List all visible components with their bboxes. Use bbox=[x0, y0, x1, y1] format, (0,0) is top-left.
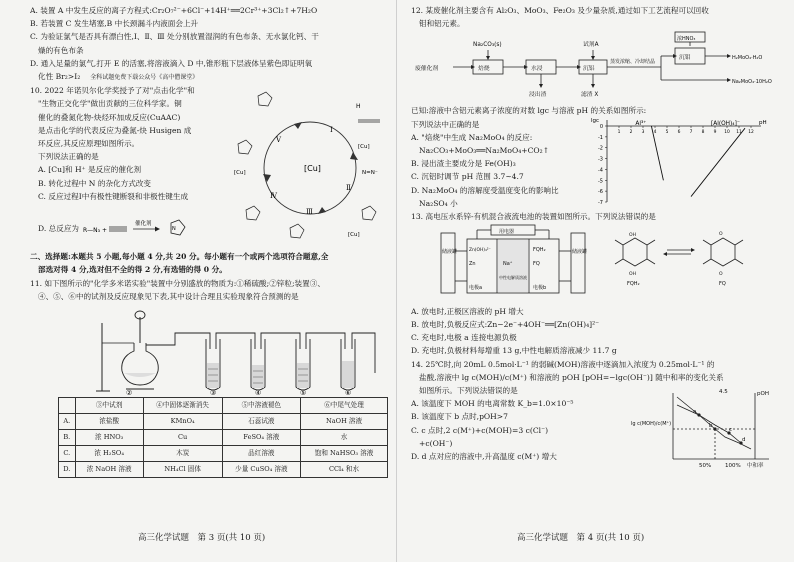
flow-reagent-hno3: 浓HNO₃ bbox=[677, 36, 696, 43]
watermark-note: 全科试题免费下载公众号《高中僧课堂》 bbox=[90, 74, 199, 82]
step-5-label: Ⅴ bbox=[276, 136, 282, 145]
svg-text:H: H bbox=[356, 103, 361, 111]
table-header-row bbox=[59, 398, 388, 414]
flow-product-1: H₂MoO₄·H₂O bbox=[732, 55, 763, 62]
q10-question: 下列说法正确的是 bbox=[38, 152, 99, 162]
right-page-footer: 高三化学试题 第 4 页(共 10 页) bbox=[517, 533, 645, 543]
table-cell: Cu bbox=[143, 430, 222, 446]
x-tick-label: 10 bbox=[724, 129, 730, 135]
table-cell: FeSO₄ 溶液 bbox=[222, 430, 300, 446]
fq-structure-label: FQ bbox=[719, 280, 726, 287]
q14-option-a: A. 该温度下 MOH 的电离常数 K_b=1.0×10⁻⁵ bbox=[411, 399, 574, 409]
flow-step-precip-mo: 沉钼 bbox=[679, 55, 691, 62]
step-4-label: Ⅳ bbox=[270, 192, 277, 201]
flow-reagent-a: 试剂A bbox=[583, 42, 599, 49]
q14-option-c2: +c(OH⁻) bbox=[419, 438, 453, 448]
table-row bbox=[59, 446, 388, 462]
q14-stem-1: 14. 25℃时,向 20mL 0.5mol·L⁻¹ 的弱碱(MOH)溶液中逐滴加入浓度为 0.25mol·L⁻¹ 的 bbox=[411, 359, 715, 369]
series-label: Al³⁺ bbox=[635, 120, 647, 127]
x-tick-label: 4 bbox=[653, 129, 657, 135]
point-d: d bbox=[742, 437, 746, 444]
flow-filter-x: 滤渣 X bbox=[581, 92, 599, 99]
x-tick-label: 11 bbox=[736, 129, 742, 135]
cu-label-left: [Cu] bbox=[234, 170, 246, 177]
question-14 bbox=[411, 358, 780, 470]
svg-text:N=N⁻: N=N⁻ bbox=[362, 170, 378, 177]
table-cell: 品红溶液 bbox=[222, 446, 300, 462]
table-header: ⑥中尾气处理 bbox=[301, 398, 388, 414]
q12-option-a2: Na₂CO₃+MoO₃══Na₂MoO₄+CO₂↑ bbox=[419, 146, 550, 156]
q9-option-c-line1: C. 为验证氯气是否具有漂白性,Ⅰ、Ⅱ、Ⅲ 处分别放置湿润的有色布条、无水氯化钙、干 bbox=[30, 32, 319, 42]
q13-stem: 13. 高电压水系锌-有机混合液流电池的装置如图所示。下列说法错误的是 bbox=[411, 211, 656, 221]
table-cell: B. bbox=[59, 430, 76, 446]
apparatus-label-4: ④ bbox=[255, 389, 262, 396]
table-cell: 木炭 bbox=[143, 446, 222, 462]
table-cell: NH₄Cl 固体 bbox=[143, 462, 222, 478]
q9-option-b: B. 若装置 C 发生堵塞,B 中长颈漏斗内液面会上升 bbox=[30, 19, 199, 29]
section-2-header bbox=[30, 250, 385, 276]
point-c: c bbox=[729, 427, 733, 434]
table-header: ④中固体逐渐消失 bbox=[143, 398, 222, 414]
q14-stem-3: 如图所示。下列说法错误的是 bbox=[419, 386, 518, 396]
q11-stem-2: ④、⑤、⑥中的试剂及反应现象见下表,其中设计合理且实验现象符合预测的是 bbox=[38, 291, 299, 301]
flow-step-evap: 蒸发浓缩、冷却结晶 bbox=[610, 59, 656, 66]
q10-option-c: C. 反应过程Ⅰ中有极性键断裂和非极性键生成 bbox=[38, 191, 189, 201]
svg-text:OH: OH bbox=[629, 271, 637, 277]
q14-option-d: D. d 点对应的溶液中,升高温度 c(M⁺) 增大 bbox=[411, 452, 557, 462]
zn-label: Zn bbox=[469, 260, 476, 267]
q9-option-d-line2: 化性 Br₂>I₂ bbox=[38, 72, 81, 82]
zincate-label: Zn(OH)₄²⁻ bbox=[469, 247, 491, 253]
q12-stem-1: 12. 某废催化剂主要含有 Al₂O₃、MoO₃、Fe₂O₃ 及少量杂质,通过如下工艺流程可以回收 bbox=[411, 6, 709, 15]
y-tick-label: -3 bbox=[598, 156, 603, 163]
table-cell: 浓盐酸 bbox=[75, 414, 143, 430]
x-tick-label: 8 bbox=[701, 129, 705, 135]
total-reaction-diagram bbox=[79, 217, 199, 241]
series-line bbox=[691, 128, 745, 196]
table-cell: D. bbox=[59, 462, 76, 478]
question-11 bbox=[30, 277, 385, 478]
step-3-label: Ⅲ bbox=[306, 208, 313, 217]
svg-text:R—N₃ +: R—N₃ + bbox=[83, 227, 108, 235]
x-tick-label: 3 bbox=[641, 129, 645, 135]
q12-question: 下列说法中正确的是 bbox=[411, 119, 480, 129]
table-header bbox=[59, 398, 76, 414]
y-tick-label: -7 bbox=[598, 199, 603, 206]
q11-reagent-table bbox=[58, 397, 388, 478]
x-tick-label: 12 bbox=[748, 129, 754, 135]
series-line bbox=[651, 126, 663, 180]
flow-reagent-na2co3: Na₂CO₃(s) bbox=[473, 42, 502, 49]
y-tick-label: -6 bbox=[598, 188, 603, 195]
y-tick-label: -1 bbox=[598, 134, 603, 141]
q12-option-d1: D. Na₂MoO₄ 的溶解度受温度变化的影响比 bbox=[411, 185, 559, 195]
apparatus-label-3: ③ bbox=[210, 389, 217, 396]
al-species-lgc-ph-chart bbox=[589, 114, 769, 214]
y-tick-label: -2 bbox=[598, 145, 603, 152]
table-cell: KMnO₄ bbox=[143, 414, 222, 430]
table-cell: A. bbox=[59, 414, 76, 430]
q9-option-d-line1: D. 通入足量的氯气,打开 E 的活塞,将溶液滴入 D 中,锥形瓶下层液体呈紫色即证明氧 bbox=[30, 58, 313, 68]
svg-text:O: O bbox=[719, 231, 723, 237]
q14-option-b: B. 该温度下 b 点时,pOH>7 bbox=[411, 412, 508, 422]
q10-option-a: A. [Cu]和 H⁺ 是反应的催化剂 bbox=[38, 165, 142, 175]
process-flow-diagram bbox=[411, 30, 781, 104]
question-13 bbox=[411, 210, 780, 358]
q13-option-c: C. 充电时,电极 a 连接电源负极 bbox=[411, 333, 517, 343]
q12-stem-2: 钼和铝元素。 bbox=[419, 19, 465, 29]
table-cell: CCl₄ 和水 bbox=[301, 462, 388, 478]
x-tick-label: 7 bbox=[689, 129, 693, 135]
tank-right-label: 储液罐 bbox=[572, 248, 588, 255]
table-cell: 饱和 NaHSO₃ 溶液 bbox=[301, 446, 388, 462]
domino-apparatus-diagram bbox=[30, 303, 385, 395]
q10-stem-1: 10. 2022 年诺贝尔化学奖授予了对"点击化学"和 bbox=[30, 86, 195, 96]
section-2-line1: 二、选择题:本题共 5 小题,每小题 4 分,共 20 分。每小题有一个或两个选项符合题意,全 bbox=[30, 252, 329, 262]
flow-step-leach: 水浸 bbox=[531, 66, 543, 73]
flow-battery-diagram bbox=[411, 223, 781, 305]
q13-option-b: B. 放电时,负极反应式:Zn−2e⁻+4OH⁻══[Zn(OH)₄]²⁻ bbox=[411, 320, 600, 330]
q10-stem-3: 催化的叠氮化物-炔烃环加成反应(CuAAC) bbox=[38, 112, 181, 122]
electrode-a-label: 电极a bbox=[469, 284, 483, 291]
question-9 bbox=[30, 4, 385, 84]
q12-option-b: B. 浸出渣主要成分是 Fe(OH)₃ bbox=[411, 159, 516, 169]
point-b: b bbox=[709, 423, 713, 430]
flow-residue: 浸出渣 bbox=[529, 92, 547, 99]
q14-stem-2: 盐酸,溶液中 lg c(MOH)/c(M⁺) 和溶液的 pOH [pOH=−lgc(OH⁻)] 随中和率的变化关系 bbox=[419, 372, 724, 382]
x-tick-50: 50% bbox=[699, 463, 712, 470]
q11-stem-1: 11. 如下图所示的"化学多米诺实验"装置中分别盛放的物质为:①稀硫酸;②锌粒;装置③、 bbox=[30, 278, 325, 288]
left-page-footer: 高三化学试题 第 3 页(共 10 页) bbox=[138, 533, 266, 543]
question-12 bbox=[411, 4, 780, 210]
point-a: a bbox=[693, 409, 697, 416]
y-tick-label: -5 bbox=[598, 177, 603, 184]
q13-option-a: A. 放电时,正极区溶液的 pH 增大 bbox=[411, 306, 524, 316]
apparatus-label-2: ② bbox=[126, 389, 133, 396]
x-tick-label: 5 bbox=[665, 129, 669, 135]
x-tick-100: 100% bbox=[725, 463, 741, 470]
table-cell: 少量 CuSO₄ 溶液 bbox=[222, 462, 300, 478]
y-tick-label: 0 bbox=[599, 123, 603, 130]
neutralization-chart bbox=[629, 385, 779, 471]
table-cell: 水 bbox=[301, 430, 388, 446]
flow-step-roast: 焙烧 bbox=[478, 66, 490, 73]
y-tick-label: -4 bbox=[598, 167, 603, 174]
click-chemistry-cycle-diagram bbox=[230, 86, 390, 246]
q12-option-a1: A. "焙烧"中生成 Na₂MoO₄ 的反应: bbox=[411, 132, 533, 142]
x-axis-label: pH bbox=[759, 119, 767, 126]
table-cell: 浓 NaOH 溶液 bbox=[75, 462, 143, 478]
x-tick-label: 1 bbox=[617, 129, 621, 135]
fqh2-label: FQH₂ bbox=[533, 246, 546, 253]
flow-product-2: Na₂MoO₄·10H₂O bbox=[732, 79, 772, 86]
cu-label-bottom: [Cu] bbox=[348, 232, 360, 239]
q12-option-c: C. 沉铝时调节 pH 范围 3.7~4.7 bbox=[411, 172, 524, 182]
y-axis-label: lg c(MOH)/c(M⁺) bbox=[631, 421, 672, 428]
q12-option-d2: Na₂SO₄ 小 bbox=[419, 198, 458, 208]
x-tick-label: 6 bbox=[677, 129, 681, 135]
table-cell: 浓 H₂SO₄ bbox=[75, 446, 143, 462]
table-header: ③中试剂 bbox=[75, 398, 143, 414]
table-cell: NaOH 溶液 bbox=[301, 414, 388, 430]
right-page bbox=[397, 0, 794, 562]
y-axis-label: lgc bbox=[591, 117, 600, 124]
flow-step-precip-al: 沉铝 bbox=[583, 66, 595, 73]
section-2-line2: 部选对得 4 分,选对但不全的得 2 分,有选错的得 0 分。 bbox=[38, 265, 227, 275]
table-cell: 浓 HNO₃ bbox=[75, 430, 143, 446]
step-2-label: Ⅱ bbox=[346, 184, 351, 193]
fq-label: FQ bbox=[533, 260, 540, 267]
q10-option-d: D. 总反应为 bbox=[38, 224, 80, 234]
step-1-label: Ⅰ bbox=[330, 126, 333, 135]
apparatus-label-6: ⑥ bbox=[345, 389, 352, 396]
fqh2-structure-label: FQH₂ bbox=[627, 280, 640, 287]
cu-center-label: [Cu] bbox=[304, 164, 321, 174]
q10-stem-2: "生物正交化学"做出贡献的三位科学家。铜 bbox=[38, 99, 182, 109]
table-cell: C. bbox=[59, 446, 76, 462]
tank-left-label: 储液罐 bbox=[442, 248, 458, 255]
neutral-electrolyte-label: 中性电解质溶液 bbox=[499, 274, 527, 280]
table-header: ⑤中溶液褪色 bbox=[222, 398, 300, 414]
na-ion-label: Na⁺ bbox=[503, 260, 513, 267]
y2-axis-label: pOH bbox=[757, 391, 769, 398]
series-label: [Al(OH)₄]⁻ bbox=[711, 120, 740, 127]
table-row bbox=[59, 430, 388, 446]
flow-start: 废催化剂 bbox=[415, 66, 439, 73]
svg-text:O: O bbox=[719, 271, 723, 277]
x-tick-label: 2 bbox=[629, 129, 633, 135]
load-label: 用电器 bbox=[499, 228, 515, 235]
q14-option-c1: C. c 点时,2 c(M⁺)+c(MOH)=3 c(Cl⁻) bbox=[411, 425, 549, 435]
table-row bbox=[59, 462, 388, 478]
annot-value: 4.5 bbox=[719, 389, 728, 396]
q10-stem-4: 是点击化学的代表反应为叠氮-炔 Husigen 成 bbox=[38, 125, 192, 135]
q9-option-c-line2: 燥的有色布条 bbox=[38, 45, 84, 55]
catalyst-label: 催化剂 bbox=[135, 221, 152, 228]
q13-option-d: D. 充电时,负极材料每增重 13 g,中性电解质溶液减少 11.7 g bbox=[411, 346, 617, 356]
electrode-b-label: 电极b bbox=[533, 284, 547, 291]
question-10 bbox=[30, 84, 385, 250]
table-cell: 石蕊试液 bbox=[222, 414, 300, 430]
x-tick-label: 9 bbox=[713, 129, 717, 135]
cu-label-right: [Cu] bbox=[358, 144, 370, 151]
apparatus-label-5: ⑤ bbox=[300, 389, 307, 396]
q12-known: 已知:溶液中含铝元素离子浓度的对数 lgc 与溶液 pH 的关系如图所示: bbox=[411, 106, 647, 116]
x-axis-label: 中和率 bbox=[747, 463, 764, 470]
q10-stem-5: 环反应,其反应原理如图所示。 bbox=[38, 139, 140, 149]
q10-option-b: B. 转化过程中 N 的杂化方式改变 bbox=[38, 178, 152, 188]
q9-option-a: A. 装置 A 中发生反应的离子方程式:Cr₂O₇²⁻+6Cl⁻+14H⁺══2Cr³⁺+3Cl₂↑+7H₂O bbox=[30, 6, 318, 15]
svg-text:N: N bbox=[172, 226, 176, 233]
svg-text:OH: OH bbox=[629, 232, 637, 238]
table-row bbox=[59, 414, 388, 430]
